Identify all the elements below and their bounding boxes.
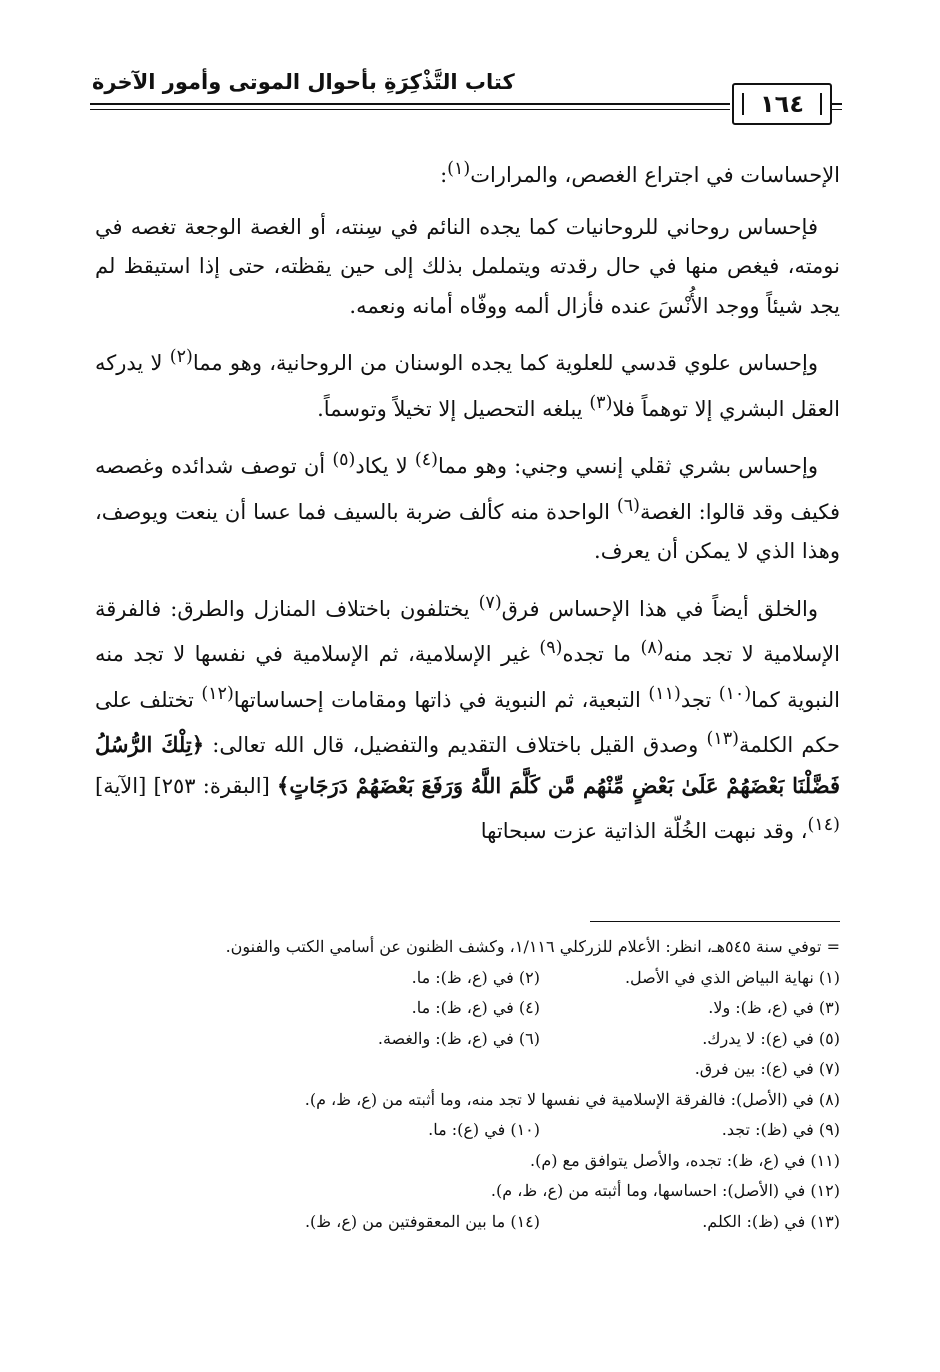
paragraph-3 [95,441,840,572]
footnote-12: (١٢) في (الأصل): احساسها، وما أثبته من (ع، ظ، م). [490,1181,840,1200]
text: وصدق القيل باختلاف التقديم والتفضيل، قال الله تعالى: [204,733,707,757]
footnote-ref: (٣) [589,392,613,413]
footnote-separator [590,921,840,922]
main-text [95,150,840,864]
footnote-ref: (٥) [332,450,356,470]
footnote-ref: (١٠) [718,683,752,704]
footnote-3: (٣) في (ع، ظ): ولا. [708,998,840,1017]
footnote-6: (٦) في (ع، ظ): والغصة. [377,1028,540,1048]
text: لا يكاد [355,454,415,478]
footnote-row [95,1024,840,1055]
text: ، وقد نبهت الخُلّة الذاتية عزت سبحاتها [480,819,808,843]
header-rule-thin [90,109,730,110]
text: فإحساس روحاني للروحانيات كما يجده النائم في سِنته، أو الغصة الوجعة تغصه في نومته، فيغص منها في حال رقدته ويتململ بذلك إلى حين يقظته، حتى إذا استيقظ لم يجد شيئاً ووجد الأُنْسَ عنده فأزال ألمه ووفّاه أمانه ونعمه. [95,214,841,318]
text: ما تجده [562,642,641,666]
paragraph-2 [95,338,840,429]
header-rule-right-thin [830,109,842,110]
footnote-row [95,1207,840,1238]
text: والخلق أيضاً في هذا الإحساس فرق [501,596,818,621]
text: أن توصف شدائده وغصصه فكيف وقد قالوا: الغصة [95,454,840,524]
text: الإحساسات في اجتراع الغصص، والمرارات [470,163,840,187]
paragraph-0 [95,150,840,196]
text: [البقرة: ٢٥٣] [الآية] [95,773,278,798]
text: : [440,163,448,187]
footnote-13: (١٣) في (ظ): الكلم. [702,1211,840,1231]
paragraph-1 [95,208,840,327]
footnote-continuation: = توفي سنة ٥٤٥هـ، انظر: الأعلام للزركلي ١/١١٦، وكشف الظنون عن أسامي الكتب والفنون. [225,937,840,956]
text: غير الإسلامية، ثم الإسلامية في نفسها لا تجد منه النبوية كما [95,642,840,712]
footnote-ref: (١٢) [201,683,234,704]
footnote-ref: (٧) [478,592,502,613]
footnote-7: (٧) في (ع): بين فرق. [694,1059,840,1078]
paragraph-4 [95,584,840,852]
header-rule [90,103,730,105]
header-rule-right [830,103,842,105]
text: وإحساس بشري ثقلي إنسي وجني: وهو مما [437,454,818,478]
running-title: كتاب التَّذْكِرَةِ بأحوال الموتى وأمور الآخرة [92,70,515,94]
footnote-4: (٤) في (ع، ظ): ما. [411,998,540,1017]
footnote-2: (٢) في (ع، ظ): ما. [411,967,540,987]
page-number: ١٦٤ [732,83,832,125]
footnote-ref: (١٤) [807,815,840,835]
text: التبعية، ثم النبوية في ذاتها ومقامات إحساساتها [233,687,649,712]
footnote-11: (١١) في (ع، ظ): تجده، والأصل يتوافق مع (م). [529,1150,840,1170]
footnote-1: (١) نهاية البياض الذي في الأصل. [624,967,840,987]
footnote-10: (١٠) في (ع): ما. [428,1120,540,1139]
footnotes [95,932,840,1237]
footnote-ref: (١٣) [706,729,739,749]
footnote-row [95,993,840,1024]
text: لا يدركه العقل البشري إلا توهماً فلا [95,351,840,421]
text: يبلغه التحصيل إلا تخيلاً وتوسماً. [317,396,590,421]
footnote-ref: (١١) [648,683,681,704]
footnote-8: (٨) في (الأصل): فالفرقة الإسلامية في نفسها لا تجد منه، وما أثبته من (ع، ظ، م). [304,1089,840,1109]
footnote-ref: (٨) [640,638,664,658]
footnote-ref: (٢) [169,347,193,367]
footnote-ref: (١) [447,159,471,179]
footnote-ref: (٩) [539,638,563,658]
text: وإحساس علوي قدسي للعلوية كما يجده الوسنان من الروحانية، وهو مما [192,351,819,375]
text: يختلفون باختلاف المنازل والطرق: فالفرقة الإسلامية لا تجد منه [95,596,840,666]
footnote-row [95,963,840,994]
footnote-9: (٩) في (ظ): تجد. [721,1120,840,1139]
footnote-row [95,1115,840,1146]
text: تجد [680,687,719,712]
footnote-14: (١٤) ما بين المعقوفتين من (ع، ظ). [304,1211,540,1231]
footnote-ref: (٦) [616,495,640,516]
footnote-5: (٥) في (ع): لا يدرك. [702,1028,840,1048]
footnote-ref: (٤) [414,450,438,470]
text: تختلف على حكم الكلمة [95,687,840,757]
text: الواحدة منه كألف ضربة بالسيف فما عسا أن ينعت ويوصف، وهذا الذي لا يمكن أن يعرف. [95,499,840,563]
quran-verse: ﴿تِلْكَ الرُّسُلُ فَضَّلْنَا بَعْضَهُمْ عَلَىٰ بَعْضٍ مِّنْهُم مَّن كَلَّمَ اللَّهُ وَرَفَعَ بَعْضَهُمْ دَرَجَاتٍ﴾ [95,732,841,798]
